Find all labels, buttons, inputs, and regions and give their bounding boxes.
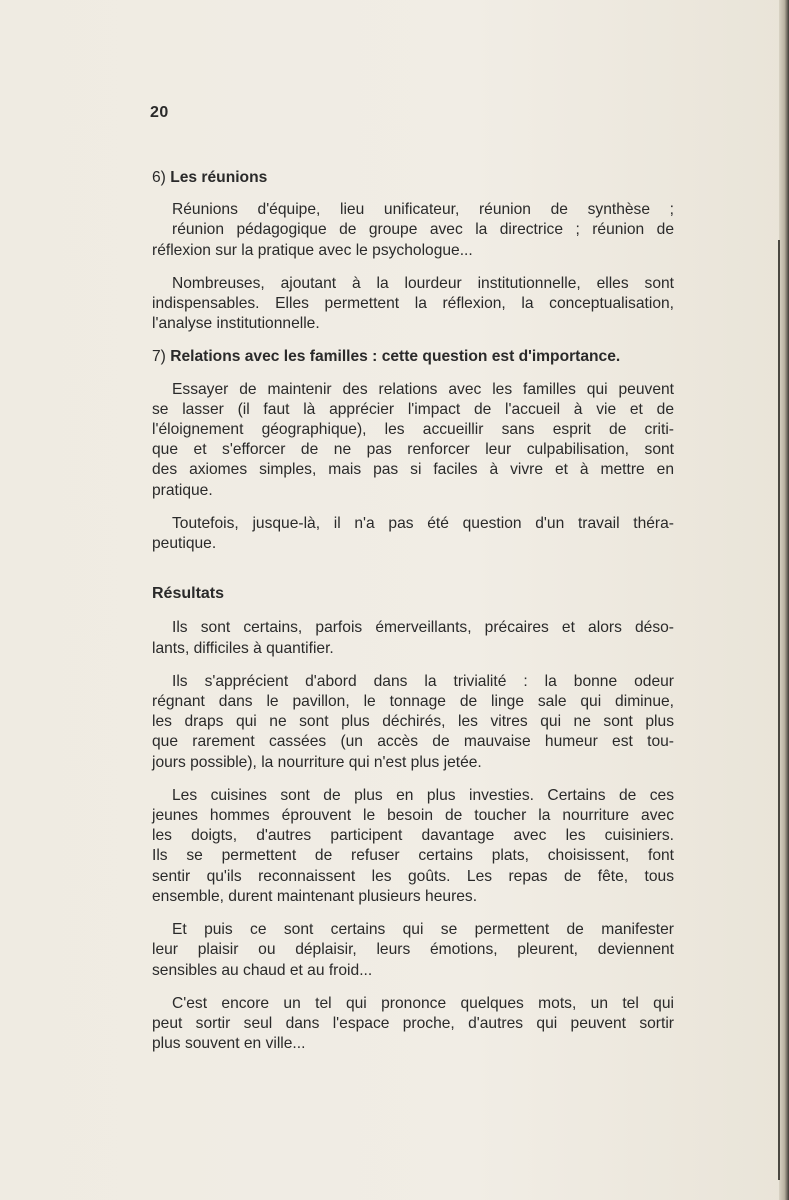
text-line: ensemble, durent maintenant plusieurs heures. [152, 887, 478, 905]
text-line: plus souvent en ville... [152, 1035, 306, 1053]
resultats-paragraph-1 [152, 618, 674, 658]
page-body [152, 168, 674, 1067]
page-number: 20 [150, 104, 169, 121]
text-line: des axiomes simples, mais pas si faciles à vivre et à mettre en [152, 461, 674, 479]
text-line: Ils se permettent de refuser certains plats, choisissent, font [152, 847, 674, 865]
section-7-paragraph-2 [152, 514, 674, 554]
text-line: indispensables. Elles permettent la réflexion, la conceptualisation, [152, 295, 674, 313]
section-6-number: 6) [152, 169, 166, 186]
text-line: Nombreuses, ajoutant à la lourdeur institutionnelle, elles sont [172, 274, 674, 292]
text-line: Ils s'apprécient d'abord dans la trivialité : la bonne odeur [172, 672, 674, 690]
text-line: Les cuisines sont de plus en plus investies. Certains de ces [172, 786, 674, 804]
text-line: l'éloignement géographique), les accueillir sans esprit de criti- [152, 421, 674, 439]
text-line: peut sortir seul dans l'espace proche, d'autres qui peuvent sortir [152, 1014, 674, 1032]
section-7-heading [152, 347, 674, 367]
section-7-number: 7) [152, 348, 166, 366]
resultats-paragraph-2 [152, 672, 674, 773]
section-6-paragraph-1 [152, 200, 674, 261]
text-line: leur plaisir ou déplaisir, leurs émotions, pleurent, deviennent [152, 941, 674, 959]
text-line: Et puis ce sont certains qui se permettent de manifester [172, 921, 674, 939]
resultats-paragraph-4 [152, 920, 674, 981]
binding-edge-line [778, 240, 780, 1180]
section-6-heading [152, 168, 674, 188]
text-line: jeunes hommes éprouvent le besoin de toucher la nourriture avec [152, 807, 674, 825]
text-line: jours possible), la nourriture qui n'est plus jetée. [152, 753, 482, 771]
section-6-paragraph-2 [152, 274, 674, 335]
text-line: se lasser (il faut là apprécier l'impact de l'accueil à vie et de [152, 400, 674, 418]
page-edge-shadow [779, 0, 789, 1200]
text-line: sentir qu'ils reconnaissent les goûts. Les repas de fête, tous [152, 867, 674, 885]
text-line: réflexion sur la pratique avec le psychologue... [152, 241, 473, 259]
text-line: l'analyse institutionnelle. [152, 315, 320, 333]
text-line: C'est encore un tel qui prononce quelques mots, un tel qui [172, 994, 674, 1012]
resultats-paragraph-5 [152, 994, 674, 1055]
text-line: que rarement cassées (un accès de mauvaise humeur est tou- [152, 733, 674, 751]
text-line: régnant dans le pavillon, le tonnage de linge sale qui diminue, [152, 693, 674, 711]
text-line: réunion pédagogique de groupe avec la directrice ; réunion de [172, 221, 674, 239]
text-line: Ils sont certains, parfois émerveillants, précaires et alors déso- [172, 619, 674, 637]
section-7-paragraph-1 [152, 380, 674, 501]
text-line: pratique. [152, 481, 213, 499]
section-7-title: Relations avec les familles : cette question est d'importance. [170, 348, 621, 366]
text-line: Essayer de maintenir des relations avec les familles qui peuvent [172, 380, 674, 398]
section-6-title: Les réunions [170, 169, 268, 186]
text-line: peutique. [152, 535, 217, 553]
text-line: les draps qui ne sont plus déchirés, les vitres qui ne sont plus [152, 713, 674, 731]
text-line: lants, difficiles à quantifier. [152, 639, 334, 657]
text-line: Toutefois, jusque-là, il n'a pas été question d'un travail théra- [172, 514, 674, 532]
resultats-heading: Résultats [152, 585, 225, 603]
text-line: que et s'efforcer de ne pas renforcer leur culpabilisation, sont [152, 441, 674, 459]
text-line: les doigts, d'autres participent davantage avec les cuisiniers. [152, 827, 674, 845]
text-line: Réunions d'équipe, lieu unificateur, réunion de synthèse ; [172, 201, 674, 219]
text-line: sensibles au chaud et au froid... [152, 961, 373, 979]
resultats-paragraph-3 [152, 786, 674, 907]
